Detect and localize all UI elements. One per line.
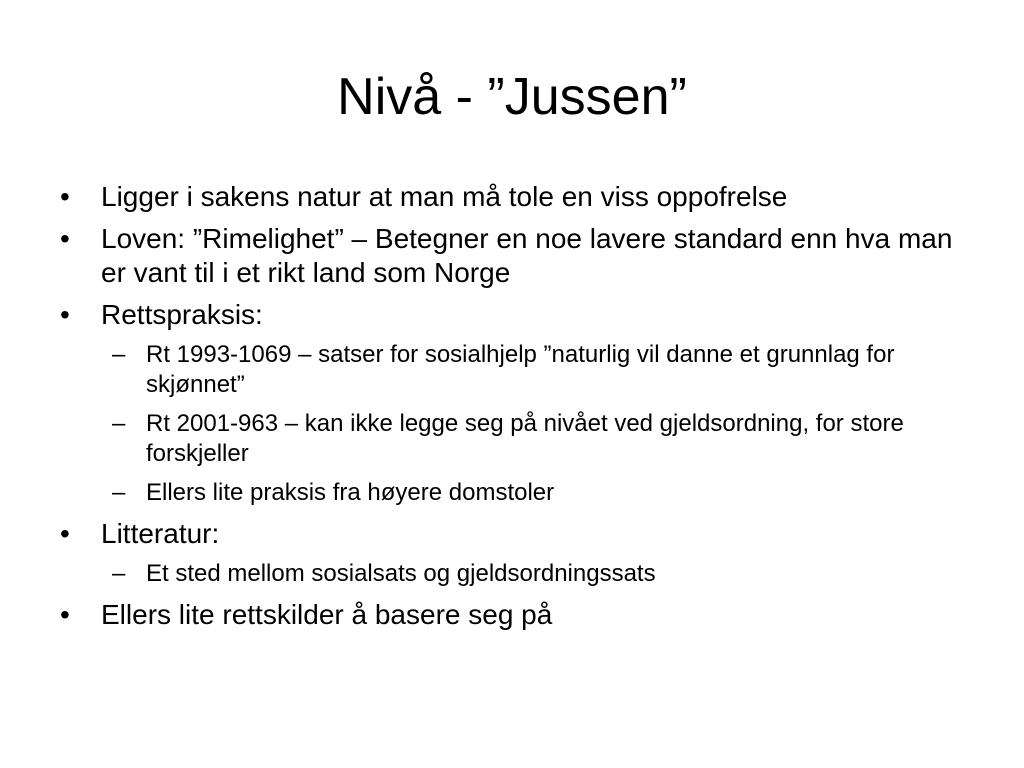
sub-bullet-marker: –	[112, 560, 126, 587]
bullet-marker: •	[60, 599, 70, 630]
bullet-item	[58, 598, 978, 632]
sub-bullet-item	[58, 559, 978, 589]
bullet-marker: •	[60, 299, 70, 330]
bullet-marker: •	[60, 181, 70, 212]
sub-bullet-marker: –	[112, 341, 126, 368]
bullet-text: Litteratur:	[101, 518, 220, 549]
sub-bullet-item	[58, 340, 978, 400]
bullet-text: Ligger i sakens natur at man må tole en viss oppofrelse	[101, 181, 788, 212]
bullet-text: Loven: ”Rimelighet” – Betegner en noe lavere standard enn hva man er vant til i et rikt land som Norge	[101, 223, 953, 288]
sub-bullet-text: Et sted mellom sosialsats og gjeldsordningssats	[146, 560, 656, 587]
bullet-item	[58, 298, 978, 332]
bullet-text: Ellers lite rettskilder å basere seg på	[101, 599, 553, 630]
sub-bullet-item	[58, 409, 978, 469]
sub-bullet-text: Rt 2001-963 – kan ikke legge seg på nivået ved gjeldsordning, for store forskjeller	[146, 410, 904, 467]
slide-content	[58, 180, 978, 640]
bullet-item	[58, 517, 978, 551]
bullet-text: Rettspraksis:	[101, 299, 263, 330]
sub-bullet-text: Ellers lite praksis fra høyere domstoler	[146, 479, 555, 506]
sub-bullet-marker: –	[112, 410, 126, 437]
sub-bullet-marker: –	[112, 479, 126, 506]
sub-bullet-item	[58, 478, 978, 508]
bullet-item	[58, 180, 978, 214]
bullet-marker: •	[60, 223, 70, 254]
bullet-marker: •	[60, 518, 70, 549]
sub-bullet-text: Rt 1993-1069 – satser for sosialhjelp ”naturlig vil danne et grunnlag for skjønnet”	[146, 341, 895, 398]
slide-title: Nivå - ”Jussen”	[337, 68, 687, 126]
bullet-item	[58, 222, 978, 290]
